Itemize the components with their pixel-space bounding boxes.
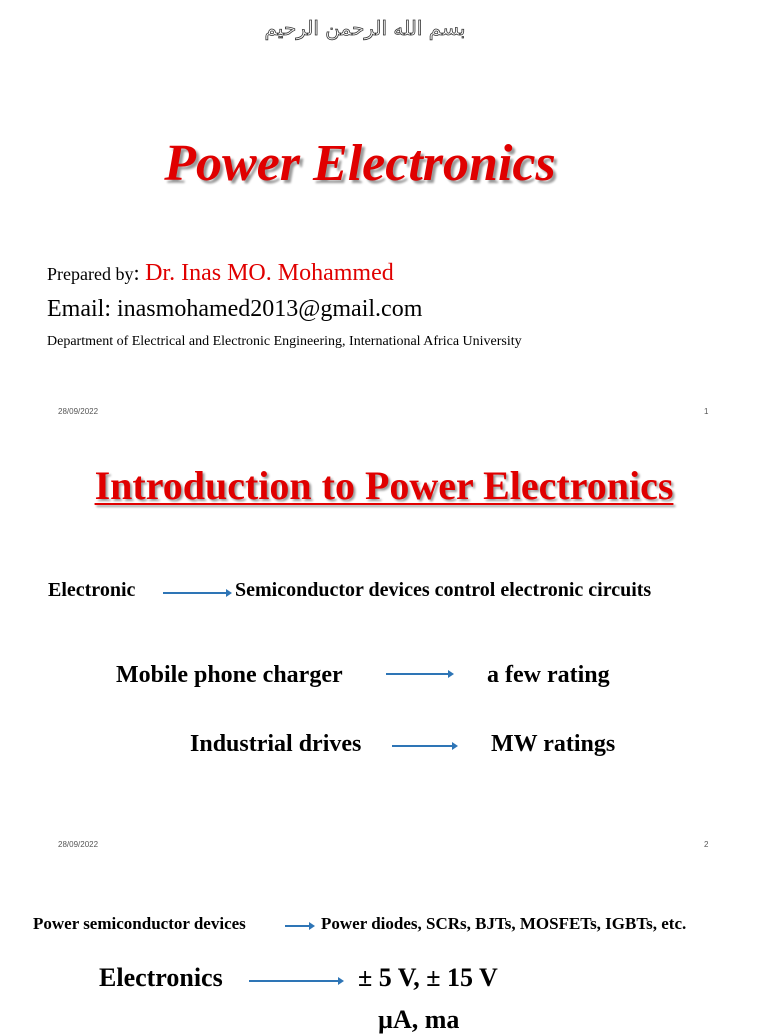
author-name: Dr. Inas MO. Mohammed [145, 260, 394, 286]
power-semiconductor-label: Power semiconductor devices [33, 914, 246, 933]
industrial-drives-label: Industrial drives [190, 731, 362, 757]
electronics-label: Electronics [99, 963, 223, 992]
electronic-definition: Semiconductor devices control electronic circuits [235, 579, 652, 601]
slide-number: 2 [704, 840, 709, 849]
electronics-current: µA, ma [378, 1005, 460, 1034]
electronic-label: Electronic [48, 579, 136, 601]
slide-title: Introduction to Power Electronics [94, 463, 674, 508]
mobile-charger-label: Mobile phone charger [116, 662, 343, 688]
department-affiliation: Department of Electrical and Electronic Engineering, International Africa University [47, 334, 522, 349]
presentation-title: Power Electronics [164, 135, 556, 192]
author-email: Email: inasmohamed2013@gmail.com [47, 296, 423, 322]
arrow-icon [163, 592, 227, 594]
arrow-icon [392, 745, 453, 747]
slide-2 [0, 430, 768, 862]
arrow-icon [386, 673, 449, 675]
industrial-drives-rating: MW ratings [491, 731, 616, 757]
basmala-calligraphy: بسم الله الرحمن الرحيم [264, 16, 466, 40]
arrow-icon [249, 980, 339, 982]
mobile-charger-rating: a few rating [487, 662, 610, 688]
power-semiconductor-examples: Power diodes, SCRs, BJTs, MOSFETs, IGBTs, etc. [321, 914, 687, 933]
electronics-voltage: ± 5 V, ± 15 V [358, 963, 498, 992]
slide-1 [0, 0, 768, 430]
prepared-by-colon: : [133, 260, 146, 285]
prepared-by-label: Prepared by [47, 264, 134, 284]
slide-3 [0, 862, 768, 1034]
slide-number: 1 [704, 407, 709, 416]
slide-date: 28/09/2022 [58, 407, 99, 416]
prepared-by-line [47, 258, 394, 291]
arrow-icon [285, 925, 310, 927]
slide-date: 28/09/2022 [58, 840, 99, 849]
